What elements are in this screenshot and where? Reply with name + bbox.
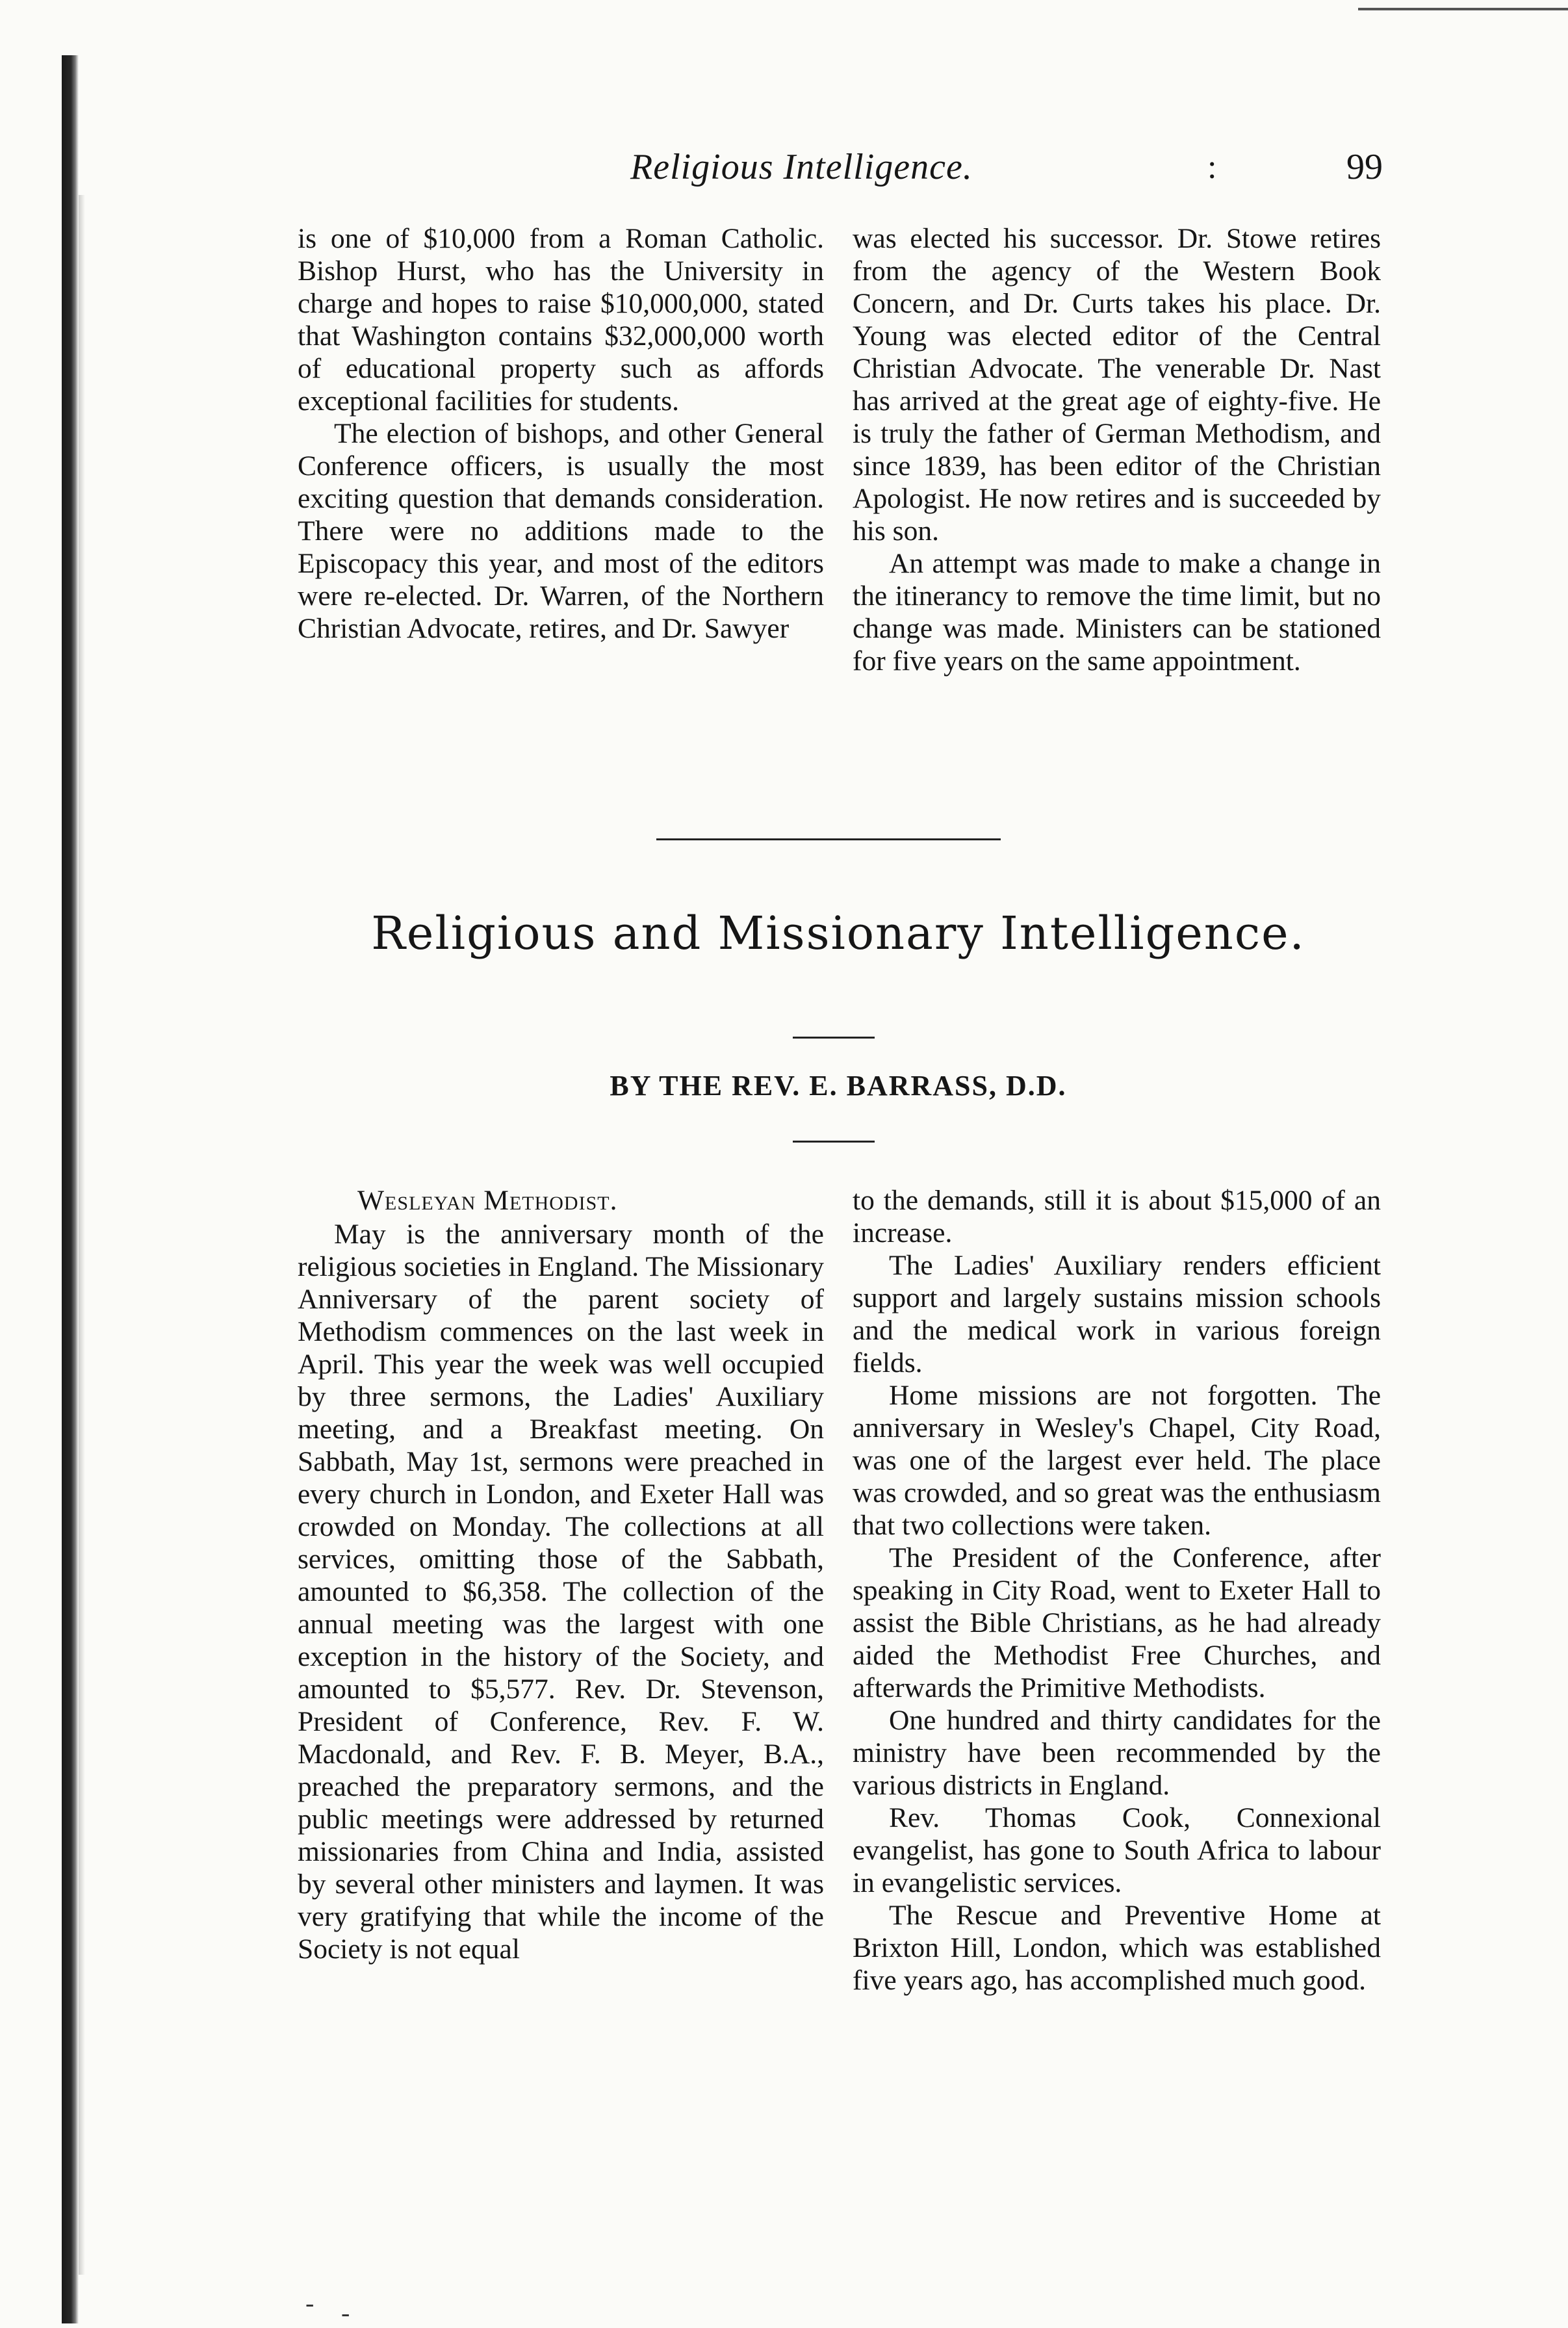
byline: BY THE REV. E. BARRASS, D.D.: [610, 1070, 1067, 1102]
subhead: Wesleyan Methodist.: [357, 1185, 618, 1216]
running-head: Religious Intelligence.: [630, 147, 973, 187]
paragraph: The Ladies' Auxiliary renders efficient support and largely sustains mission schools and the medical work in various foreign fields.: [853, 1250, 1381, 1378]
page-number: 99: [1346, 147, 1383, 187]
section-title: Religious and Missionary Intelligence.: [371, 907, 1305, 960]
running-head-mark: :: [1207, 149, 1217, 186]
paragraph: The President of the Conference, after speaking in City Road, went to Exeter Hall to assist the Bible Christians, as he had already aided the Methodist Free Churches, and afterwards the Primitive Methodists.: [853, 1542, 1381, 1703]
paragraph: The Rescue and Preventive Home at Brixton Hill, London, which was established five years ago, has accomplished much good.: [853, 1900, 1381, 1996]
paragraph: to the demands, still it is about $15,000 of an increase.: [853, 1185, 1381, 1248]
upper-right-column: [853, 222, 1381, 677]
short-rule-below-byline: [793, 1141, 875, 1143]
binding-shadow: [79, 195, 85, 2275]
section-divider-rule: [656, 838, 1001, 840]
corner-rule: [1358, 8, 1568, 10]
paragraph: is one of $10,000 from a Roman Catholic. Bishop Hurst, who has the University in charge and hopes to raise $10,000,000, stated that Washington contains $32,000,000 worth of educational property such as affords exceptional facilities for students.: [298, 223, 824, 417]
paragraph: Rev. Thomas Cook, Connexional evangelist, has gone to South Africa to labour in evangelistic services.: [853, 1802, 1381, 1898]
book-binding-edge: [62, 55, 79, 2323]
upper-left-column: [298, 222, 824, 645]
paragraph: One hundred and thirty candidates for the ministry have been recommended by the various districts in England.: [853, 1705, 1381, 1801]
paragraph: May is the anniversary month of the religious societies in England. The Missionary Anniversary of the parent society of Methodism commences on the last week in April. This year the week was well occupied by three sermons, the Ladies' Auxiliary meeting, and a Breakfast meeting. On Sabbath, May 1st, sermons were preached in every church in London, and Exeter Hall was crowded on Monday. The collections at all services, omitting those of the Sabbath, amounted to $6,358. The collection of the annual meeting was the largest with one exception in the history of the Society, and amounted to $5,577. Rev. Dr. Stevenson, President of Conference, Rev. F. W. Macdonald, and Rev. F. B. Meyer, B.A., preached the preparatory sermons, and the public meetings were addressed by returned missionaries from China and India, assisted by several other ministers and laymen. It was very gratifying that while the income of the Society is not equal: [298, 1219, 824, 1965]
lower-left-column: [298, 1184, 824, 1965]
lower-right-column: [853, 1184, 1381, 1997]
paragraph: was elected his successor. Dr. Stowe retires from the agency of the Western Book Concern, and Dr. Curts takes his place. Dr. Young was elected editor of the Central Christian Advocate. The venerable Dr. Nast has arrived at the great age of eighty-five. He is truly the father of German Methodism, and since 1839, has been editor of the Christian Apologist. He now retires and is succeeded by his son.: [853, 223, 1381, 547]
paragraph: The election of bishops, and other General Conference officers, is usually the most exciting question that demands consideration. There were no additions made to the Episcopacy this year, and most of the editors were re-elected. Dr. Warren, of the Northern Christian Advocate, retires, and Dr. Sawyer: [298, 418, 824, 644]
margin-mark: -: [305, 2288, 315, 2318]
short-rule-above-byline: [793, 1037, 875, 1039]
paragraph: Home missions are not forgotten. The anniversary in Wesley's Chapel, City Road, was one of the largest ever held. The place was crowded, and so great was the enthusiasm that two collections were taken.: [853, 1380, 1381, 1541]
paragraph: An attempt was made to make a change in the itinerancy to remove the time limit, but no change was made. Ministers can be stationed for five years on the same appointment.: [853, 548, 1381, 677]
margin-mark: -: [341, 2298, 350, 2327]
